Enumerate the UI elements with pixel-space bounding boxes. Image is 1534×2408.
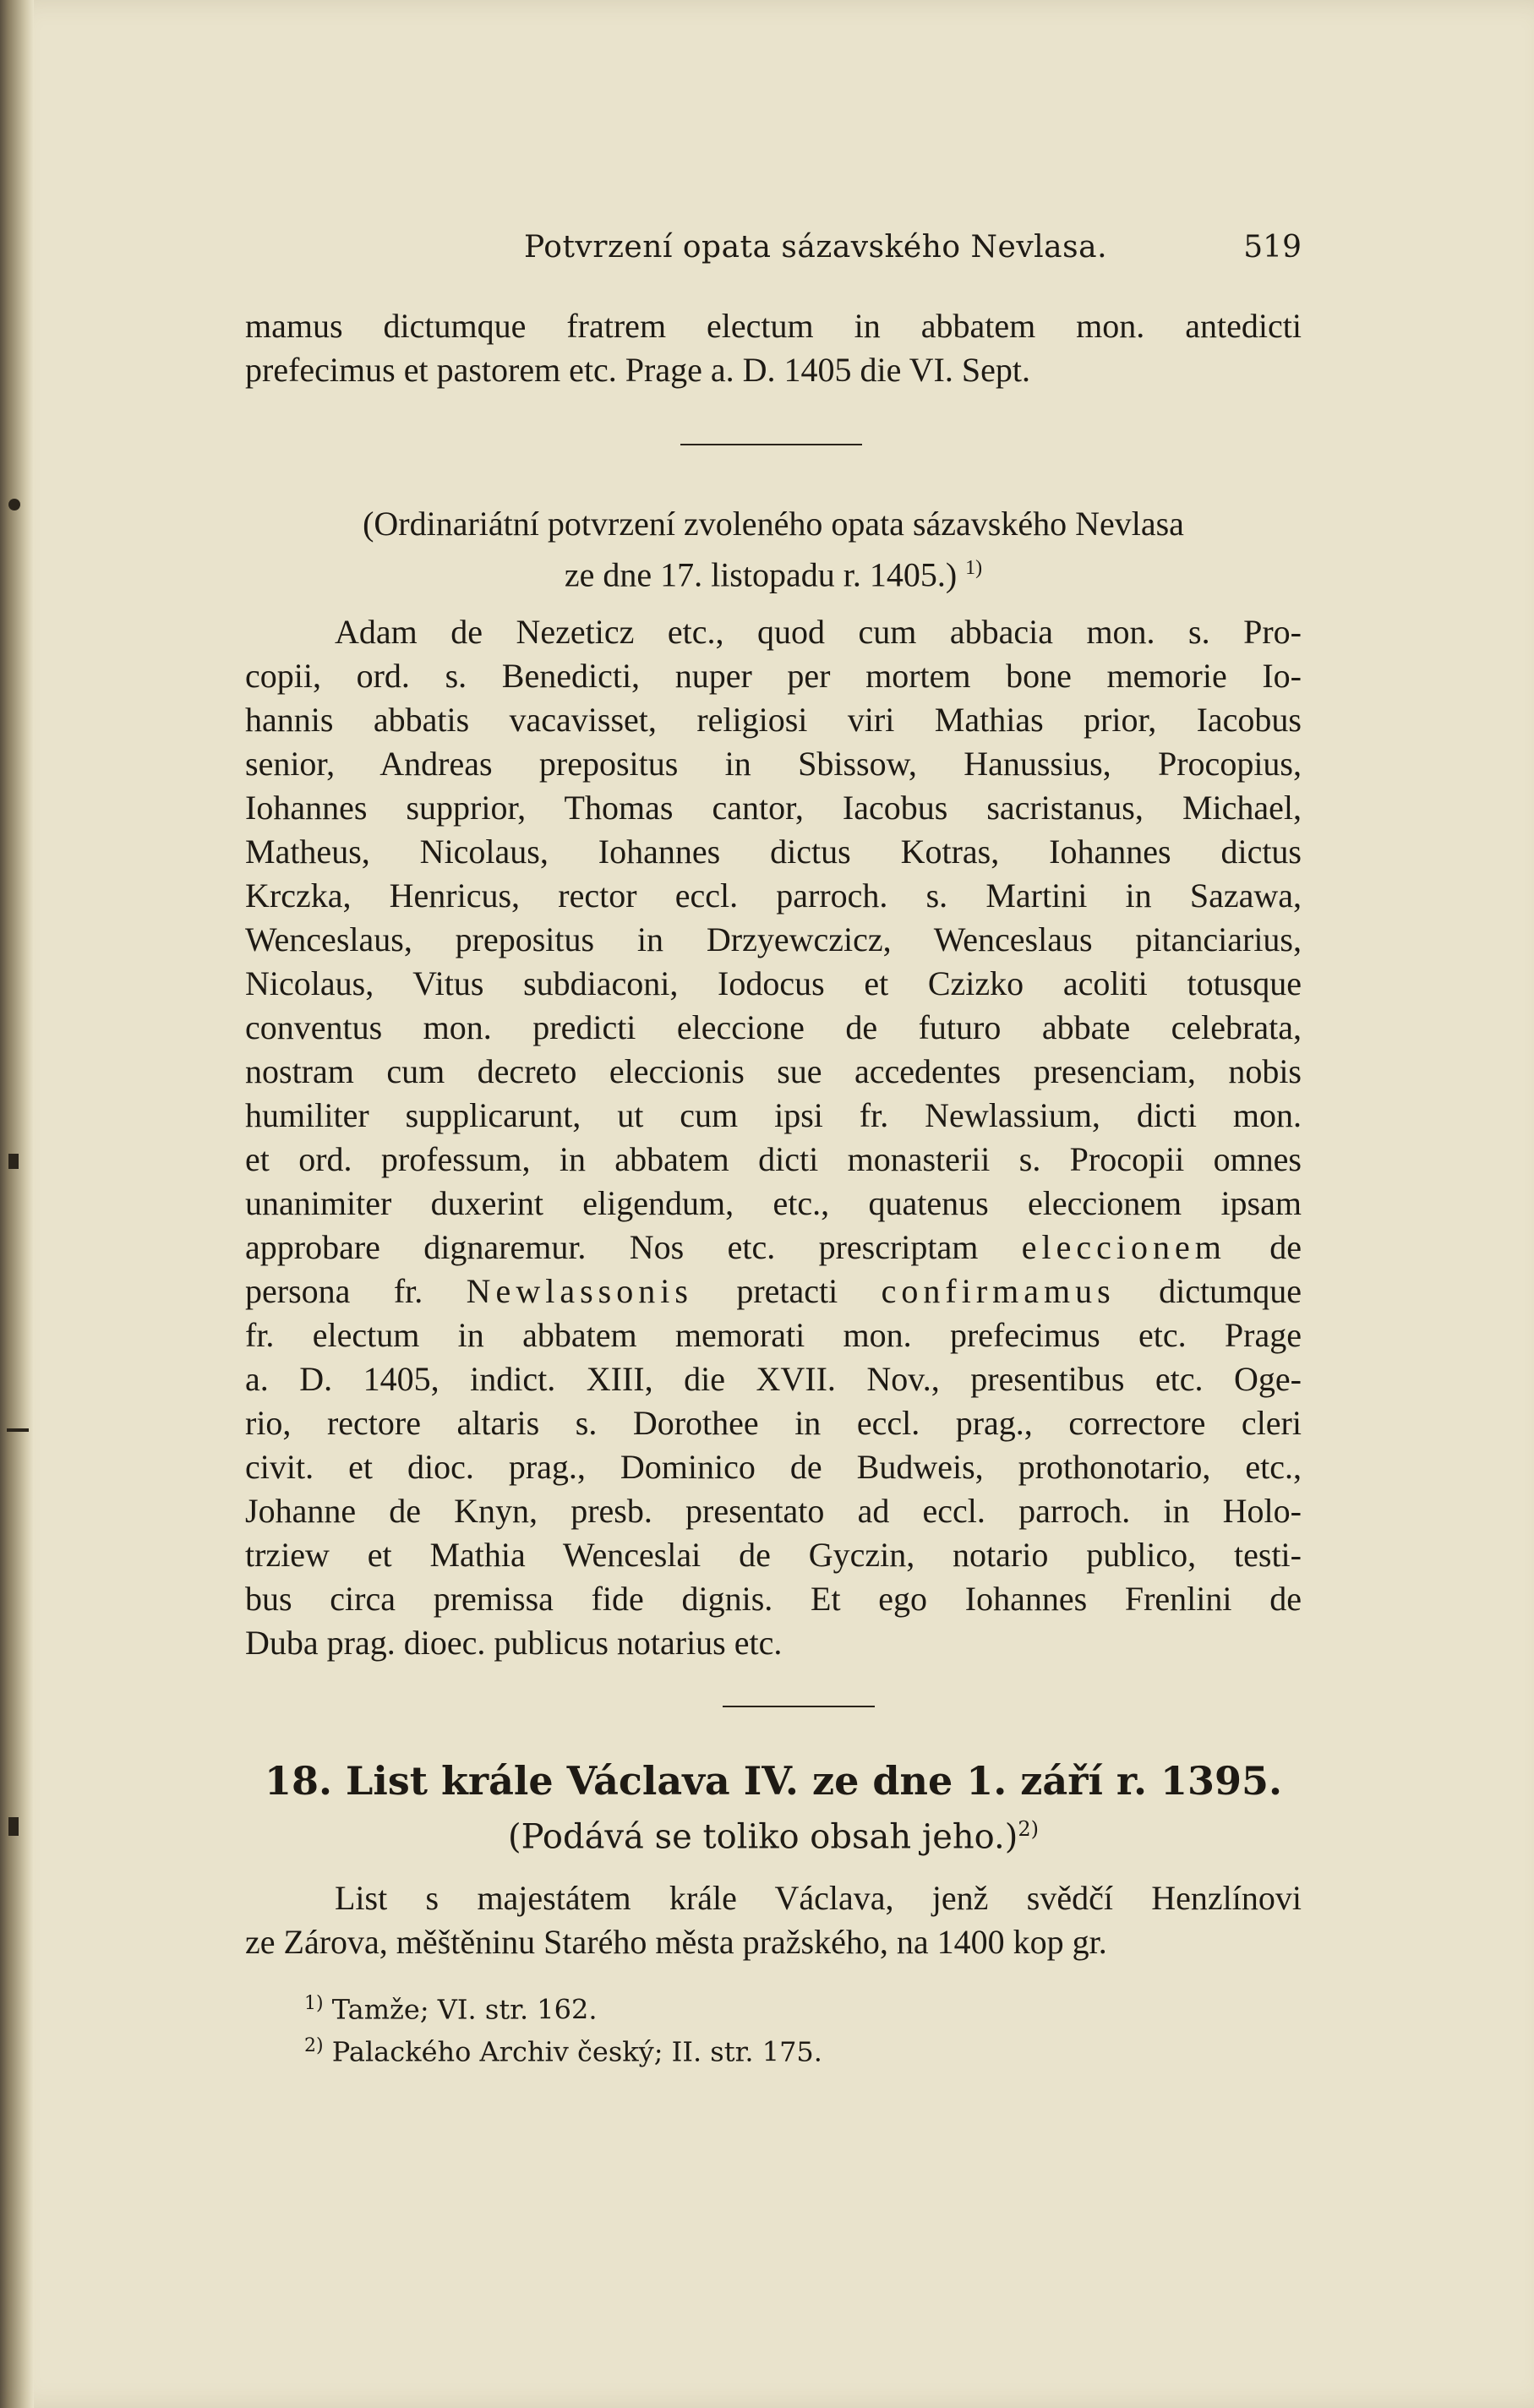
text-line: civit. et dioc. prag., Dominico de Budweis, prothonotario, etc., <box>245 1448 1302 1486</box>
text-segment: de <box>1269 1228 1302 1266</box>
text-line: Johanne de Knyn, presb. presentato ad eccl. parroch. in Holo- <box>245 1492 1302 1530</box>
spine-mark <box>8 499 20 511</box>
text-line: ze Zárova, měštěninu Starého města pražského, na 1400 kop gr. <box>245 1923 1107 1961</box>
text-line: et ord. professum, in abbatem dicti monasterii s. Procopii omnes <box>245 1140 1302 1178</box>
text-line: trziew et Mathia Wenceslai de Gyczin, notario publico, testi- <box>245 1536 1302 1574</box>
text-line: bus circa premissa fide dignis. Et ego Iohannes Frenlini de <box>245 1580 1302 1618</box>
text-segment: dictumque <box>1159 1272 1302 1310</box>
text-line: hannis abbatis vacavisset, religiosi viri Mathias prior, Iacobus <box>245 701 1302 739</box>
page-number: 519 <box>1243 230 1302 265</box>
text-line: Iohannes supprior, Thomas cantor, Iacobus sacristanus, Michael, <box>245 789 1302 827</box>
spine-mark <box>8 1154 19 1169</box>
footnote-2 <box>304 2035 822 2068</box>
body-paragraph <box>245 610 1302 1665</box>
footnote-ref-2: 2) <box>1018 1817 1039 1841</box>
section-18-subheading <box>245 1817 1302 1856</box>
text-line: Nicolaus, Vitus subdiaconi, Iodocus et Czizko acoliti totusque <box>245 964 1302 1002</box>
subheading-text: (Podává se toliko obsah jeho.) <box>508 1817 1018 1857</box>
section-heading <box>245 502 1302 597</box>
spaced-word: eleccionem <box>1021 1228 1226 1266</box>
book-spine <box>0 0 34 2408</box>
spaced-word: Newlassonis <box>466 1272 693 1310</box>
section-18-paragraph <box>245 1876 1302 1964</box>
footnote-text: Palackého Archiv český; II. str. 175. <box>331 2035 822 2068</box>
spine-mark <box>7 1428 29 1432</box>
text-line: conventus mon. predicti eleccione de futuro abbate celebrata, <box>245 1008 1302 1046</box>
spine-mark <box>8 1817 19 1836</box>
footnote-mark: 1) <box>304 1993 324 2014</box>
heading-text: ze dne 17. listopadu r. 1405.) <box>564 555 958 594</box>
text-segment: approbare dignaremur. Nos etc. prescriptam <box>245 1228 979 1266</box>
text-line: copii, ord. s. Benedicti, nuper per mortem bone memorie Io- <box>245 657 1302 695</box>
divider-rule <box>723 1706 875 1707</box>
text-line: humiliter supplicarunt, ut cum ipsi fr. Newlassium, dicti mon. <box>245 1096 1302 1134</box>
heading-line: (Ordinariátní potvrzení zvoleného opata sázavského Nevlasa <box>363 505 1184 543</box>
heading-line-2 <box>245 546 1302 597</box>
top-paragraph <box>245 304 1302 392</box>
running-title: Potvrzení opata sázavského Nevlasa. <box>524 230 1108 265</box>
footnote-1 <box>304 1993 598 2026</box>
text-line: fr. electum in abbatem memorati mon. prefecimus etc. Prage <box>245 1316 1302 1354</box>
text-line: mamus dictumque fratrem electum in abbatem mon. antedicti <box>245 307 1302 345</box>
text-line: Matheus, Nicolaus, Iohannes dictus Kotras, Iohannes dictus <box>245 833 1302 871</box>
text-line: unanimiter duxerint eligendum, etc., quatenus eleccionem ipsam <box>245 1184 1302 1222</box>
divider-rule <box>680 444 862 445</box>
text-line: rio, rectore altaris s. Dorothee in eccl. prag., correctore cleri <box>245 1404 1302 1442</box>
text-line: Duba prag. dioec. publicus notarius etc. <box>245 1624 783 1662</box>
text-segment: persona fr. <box>245 1272 423 1310</box>
footnote-text: Tamže; VI. str. 162. <box>331 1993 598 2026</box>
text-line: Krczka, Henricus, rector eccl. parroch. s. Martini in Sazawa, <box>245 876 1302 915</box>
text-line <box>245 1270 1302 1313</box>
text-line: Adam de Nezeticz etc., quod cum abbacia mon. s. Pro- <box>335 613 1302 651</box>
text-segment: pretacti <box>736 1272 838 1310</box>
text-line: prefecimus et pastorem etc. Prage a. D. 1405 die VI. Sept. <box>245 351 1030 389</box>
footnote-mark: 2) <box>304 2035 324 2056</box>
text-line: senior, Andreas prepositus in Sbissow, Hanussius, Procopius, <box>245 745 1302 783</box>
text-line <box>245 1226 1302 1270</box>
text-line: nostram cum decreto eleccionis sue accedentes presenciam, nobis <box>245 1052 1302 1090</box>
text-line: a. D. 1405, indict. XIII, die XVII. Nov., presentibus etc. Oge- <box>245 1360 1302 1398</box>
running-header <box>245 230 1302 272</box>
footnote-ref-1: 1) <box>965 557 983 579</box>
text-line: Wenceslaus, prepositus in Drzyewczicz, Wenceslaus pitanciarius, <box>245 920 1302 958</box>
text-line: List s majestátem krále Václava, jenž svědčí Henzlínovi <box>335 1879 1302 1917</box>
section-18-heading: 18. List krále Václava IV. ze dne 1. září r. 1395. <box>264 1758 1283 1804</box>
spaced-word: confirmamus <box>881 1272 1116 1310</box>
